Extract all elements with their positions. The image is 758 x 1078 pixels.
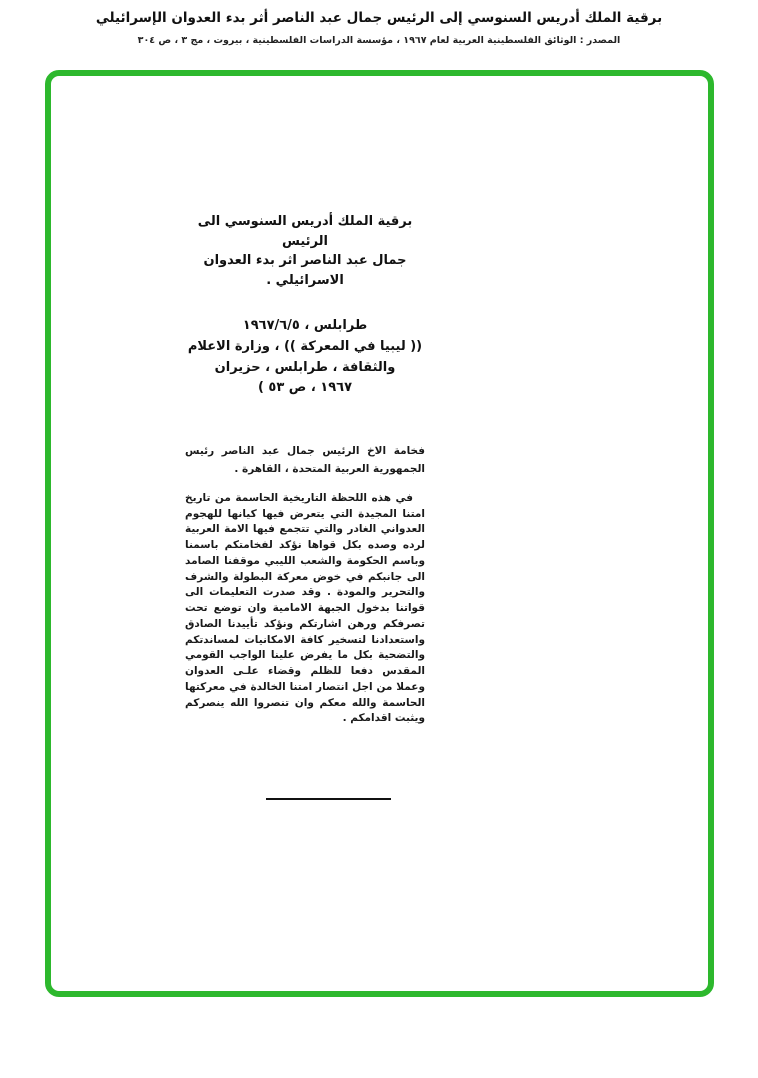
- doc-source-block: [185, 316, 425, 399]
- document-content: [185, 76, 425, 727]
- header-source: المصدر : الوثائق الفلسطينية العربية لعام ١٩٦٧ ، مؤسسة الدراسات الفلسطينية ، بيروت ، مج ٣ ، ص ٣٠٤: [137, 35, 621, 46]
- doc-title: [185, 212, 425, 290]
- doc-meta-line: (( ليبيا في المعركة )) ، وزارة الاعلام: [187, 338, 423, 354]
- document-frame: [45, 70, 714, 997]
- header-title: برقية الملك أدريس السنوسي إلى الرئيس جمال عبد الناصر أثر بدء العدوان الإسرائيلي: [95, 10, 663, 26]
- telegram-body: في هذه اللحظة التاريخية الحاسمة من تاريخ امتنا المجيدة التي يتعرض فيها كيانها للهجوم العدواني الغادر والتي تتجمع فيها الامة العربية لرده وصده بكل قواها نؤكد لفخامتكم باسمنا وباسم الحكومة والشعب الليبي موقفنا الصامد الى جانبكم في خوض معركة البطولة والشرف والتحرير والمودة . وقد صدرت التعليمات الى قواتنا بدخول الجبهة الامامية وان توضع تحت تصرفكم ورهن اشارتكم ونؤكد تأييدنا الصادق واستعدادنا لتسخير كافة الامكانيات لمساندتكم والتضحية بكل ما يفرض علينا الواجب القومي المقدس دفعا للظلم وقضاء علـى العدوان وعملا من اجل انتصار امتنا الخالدة في معركتها الحاسمة والله معكم وان تنصروا الله ينصركم ويثبت اقدامكم .: [185, 491, 425, 725]
- doc-meta-line: طرابلس ، ١٩٦٧/٦/٥: [242, 318, 368, 333]
- doc-meta-line: والثقافة ، طرابلس ، حزيران: [214, 359, 396, 375]
- doc-title-line: الاسرائيلي .: [266, 272, 344, 288]
- doc-title-line: برقية الملك أدريس السنوسي الى الرئيس: [197, 214, 413, 249]
- divider-line: [266, 798, 391, 800]
- doc-meta-line: ١٩٦٧ ، ص ٥٣ ): [257, 380, 353, 396]
- page-header: [0, 0, 758, 46]
- doc-title-line: جمال عبد الناصر اثر بدء العدوان: [203, 253, 407, 268]
- salutation: فخامة الاخ الرئيس جمال عبد الناصر رئيس الجمهورية العربية المتحدة ، القاهرة .: [185, 445, 425, 476]
